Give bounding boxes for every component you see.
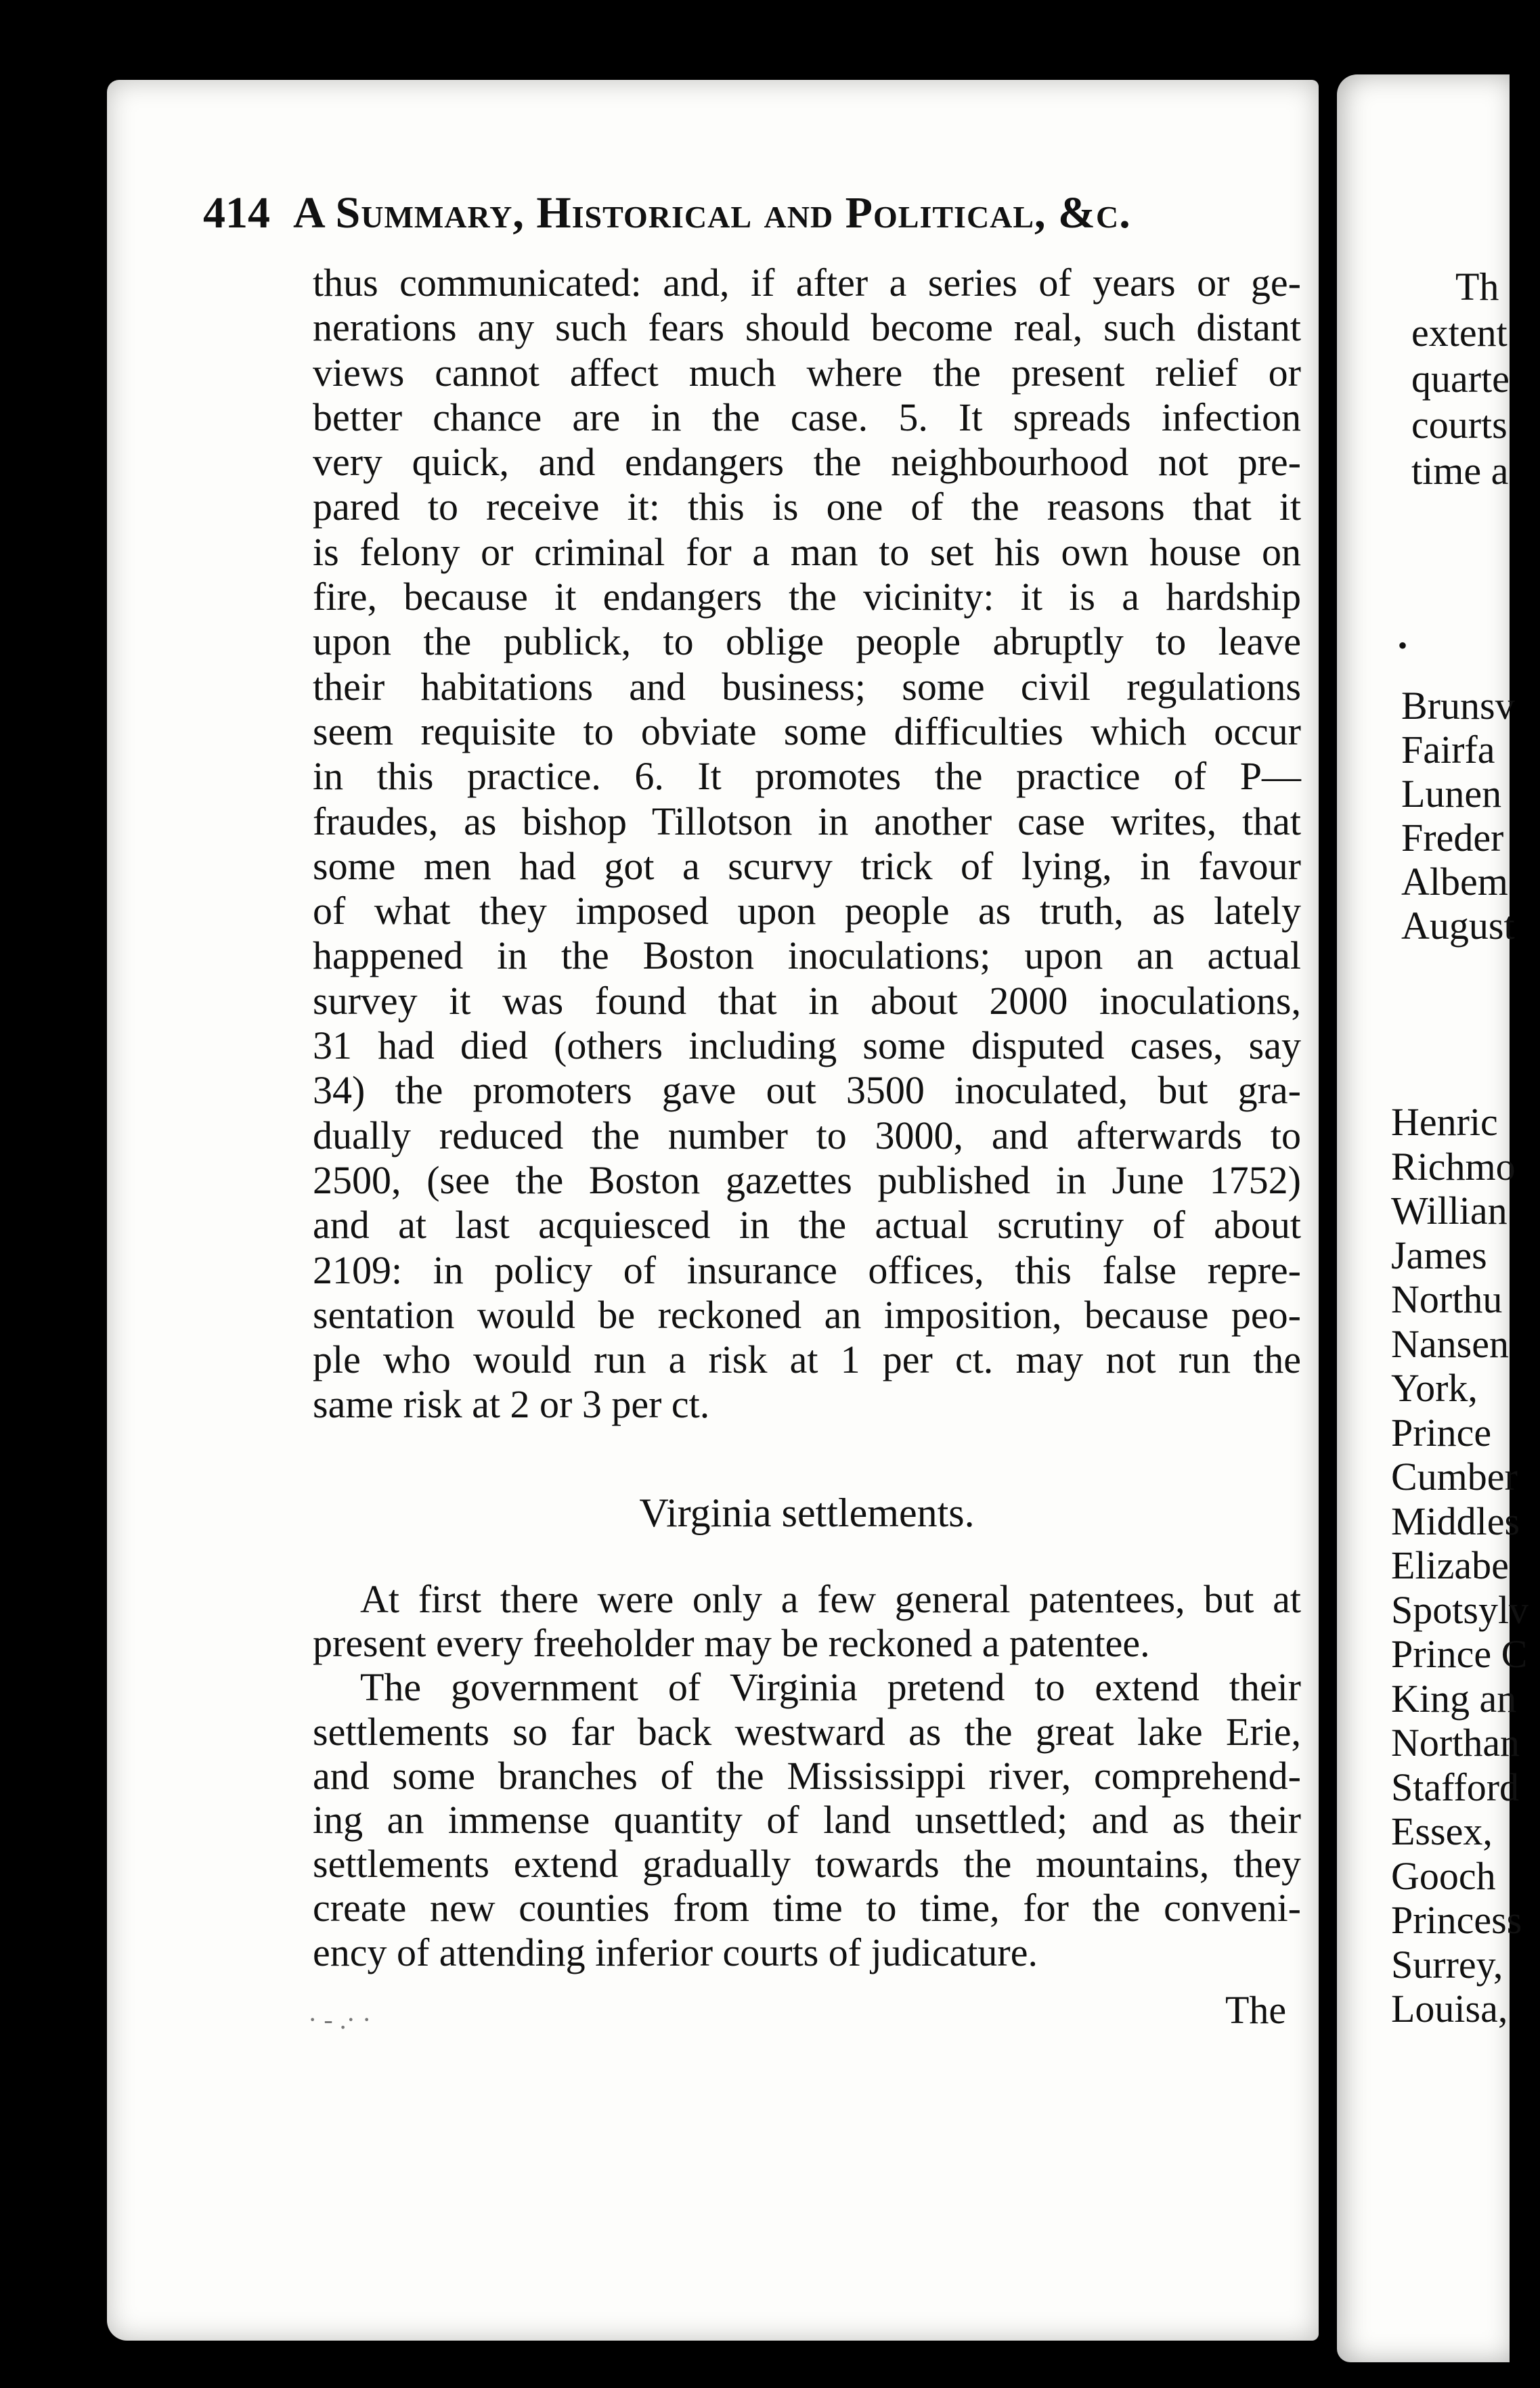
running-title: A Summary, Historical and Political, &c.: [293, 188, 1131, 238]
text-line: settlements so far back westward as the great lake Erie,: [313, 1709, 1301, 1754]
running-header: [203, 183, 1300, 244]
text-line: 2109: in policy of insurance offices, this false repre-: [313, 1247, 1301, 1292]
text-line: dually reduced the number to 3000, and afterwards to: [313, 1113, 1301, 1157]
right-page-county-list-1: [1401, 684, 1515, 948]
text-line: sentation would be reckoned an imposition, because peo-: [313, 1292, 1301, 1337]
text-line: The government of Virginia pretend to extend their: [360, 1665, 1301, 1710]
text-line: extent: [1411, 311, 1508, 355]
text-line: create new counties from time to time, for the conveni-: [313, 1886, 1301, 1930]
county-name: Gooch: [1391, 1853, 1496, 1898]
county-name: Middles: [1391, 1499, 1520, 1543]
text-line: their habitations and business; some civil regulations: [313, 664, 1301, 709]
county-name: Northan: [1391, 1721, 1520, 1765]
county-name: Spotsylv: [1391, 1587, 1529, 1632]
text-line: settlements extend gradually towards the mountains, they: [313, 1842, 1301, 1886]
section-title: Virginia settlements.: [639, 1490, 975, 1535]
text-line: ing an immense quantity of land unsettled; and as their: [313, 1797, 1301, 1842]
county-name: Freder: [1401, 816, 1504, 860]
county-name: Lunen: [1401, 772, 1502, 816]
county-name: York,: [1391, 1366, 1478, 1410]
ink-smudge: · - .· ·: [308, 2004, 372, 2035]
text-line: is felony or criminal for a man to set his own house on: [313, 529, 1301, 574]
section-text: [313, 1577, 1301, 1974]
body-text: [313, 261, 1301, 1428]
county-name: Stafford: [1391, 1765, 1520, 1809]
text-line: At first there were only a few general patentees, but at: [360, 1577, 1301, 1621]
text-line: quarte: [1411, 357, 1510, 401]
text-line: views cannot affect much where the present relief or: [313, 350, 1301, 395]
text-line: better chance are in the case. 5. It spreads infection: [313, 395, 1301, 439]
catchword: The: [1225, 1988, 1287, 2032]
right-page: [1337, 74, 1529, 2362]
text-line: ple who would run a risk at 1 per ct. may not run the: [313, 1337, 1301, 1382]
text-line: and some branches of the Mississippi river, comprehend-: [313, 1753, 1301, 1798]
county-name: James: [1391, 1233, 1487, 1277]
text-line: 31 had died (others including some disputed cases, say: [313, 1023, 1301, 1068]
text-line: upon the publick, to oblige people abruptly to leave: [313, 619, 1301, 664]
county-name: Northu: [1391, 1277, 1503, 1321]
text-line: nerations any such fears should become real, such distant: [313, 305, 1301, 350]
text-line: and at last acquiesced in the actual scrutiny of about: [313, 1203, 1301, 1247]
text-line: fraudes, as bishop Tillotson in another case writes, that: [313, 799, 1301, 843]
county-name: Prince: [1391, 1410, 1492, 1455]
county-name: Surrey,: [1391, 1942, 1503, 1987]
county-name: King an: [1391, 1676, 1517, 1721]
text-line: fire, because it endangers the vicinity: it is a hardship: [313, 575, 1301, 619]
county-name: Nansen: [1391, 1321, 1509, 1366]
county-name: Henric: [1391, 1100, 1498, 1144]
right-page-dot: •: [1398, 630, 1408, 661]
text-line: ency of attending inferior courts of judicature.: [313, 1930, 1038, 1974]
county-name: Prince C: [1391, 1632, 1528, 1676]
text-line: same risk at 2 or 3 per ct.: [313, 1382, 710, 1427]
text-line: pared to receive it: this is one of the reasons that it: [313, 485, 1301, 529]
county-name: Cumber: [1391, 1455, 1518, 1499]
county-name: Brunsv: [1401, 684, 1515, 728]
text-line: seem requisite to obviate some difficulties which occur: [313, 709, 1301, 753]
text-line: courts: [1411, 403, 1508, 447]
page-number: 414: [203, 188, 270, 238]
county-name: Willian: [1391, 1189, 1508, 1233]
right-page-top-text: [1337, 264, 1540, 494]
text-line: present every freeholder may be reckoned a patentee.: [313, 1621, 1150, 1666]
text-line: thus communicated: and, if after a series of years or ge-: [313, 261, 1301, 305]
county-name: Richmo: [1391, 1144, 1516, 1189]
county-name: Fairfa: [1401, 728, 1495, 772]
text-line: 2500, (see the Boston gazettes published in June 1752): [313, 1157, 1301, 1202]
right-page-county-list-2: [1391, 1100, 1528, 2031]
text-line: some men had got a scurvy trick of lying, in favour: [313, 843, 1301, 888]
text-line: very quick, and endangers the neighbourhood not pre-: [313, 440, 1301, 485]
text-line: survey it was found that in about 2000 inoculations,: [313, 978, 1301, 1023]
county-name: Albem: [1401, 860, 1508, 904]
text-line: Th: [1455, 265, 1499, 309]
text-line: happened in the Boston inoculations; upon an actual: [313, 933, 1301, 978]
county-name: August: [1401, 904, 1515, 948]
text-line: in this practice. 6. It promotes the practice of P—: [313, 754, 1301, 799]
text-line: of what they imposed upon people as truth, as lately: [313, 889, 1301, 933]
text-line: 34) the promoters gave out 3500 inoculated, but gra-: [313, 1068, 1301, 1113]
county-name: Essex,: [1391, 1809, 1493, 1853]
county-name: Louisa,: [1391, 1987, 1508, 2031]
text-line: time a: [1411, 449, 1509, 493]
county-name: Princess: [1391, 1898, 1522, 1942]
county-name: Elizabe: [1391, 1543, 1509, 1587]
